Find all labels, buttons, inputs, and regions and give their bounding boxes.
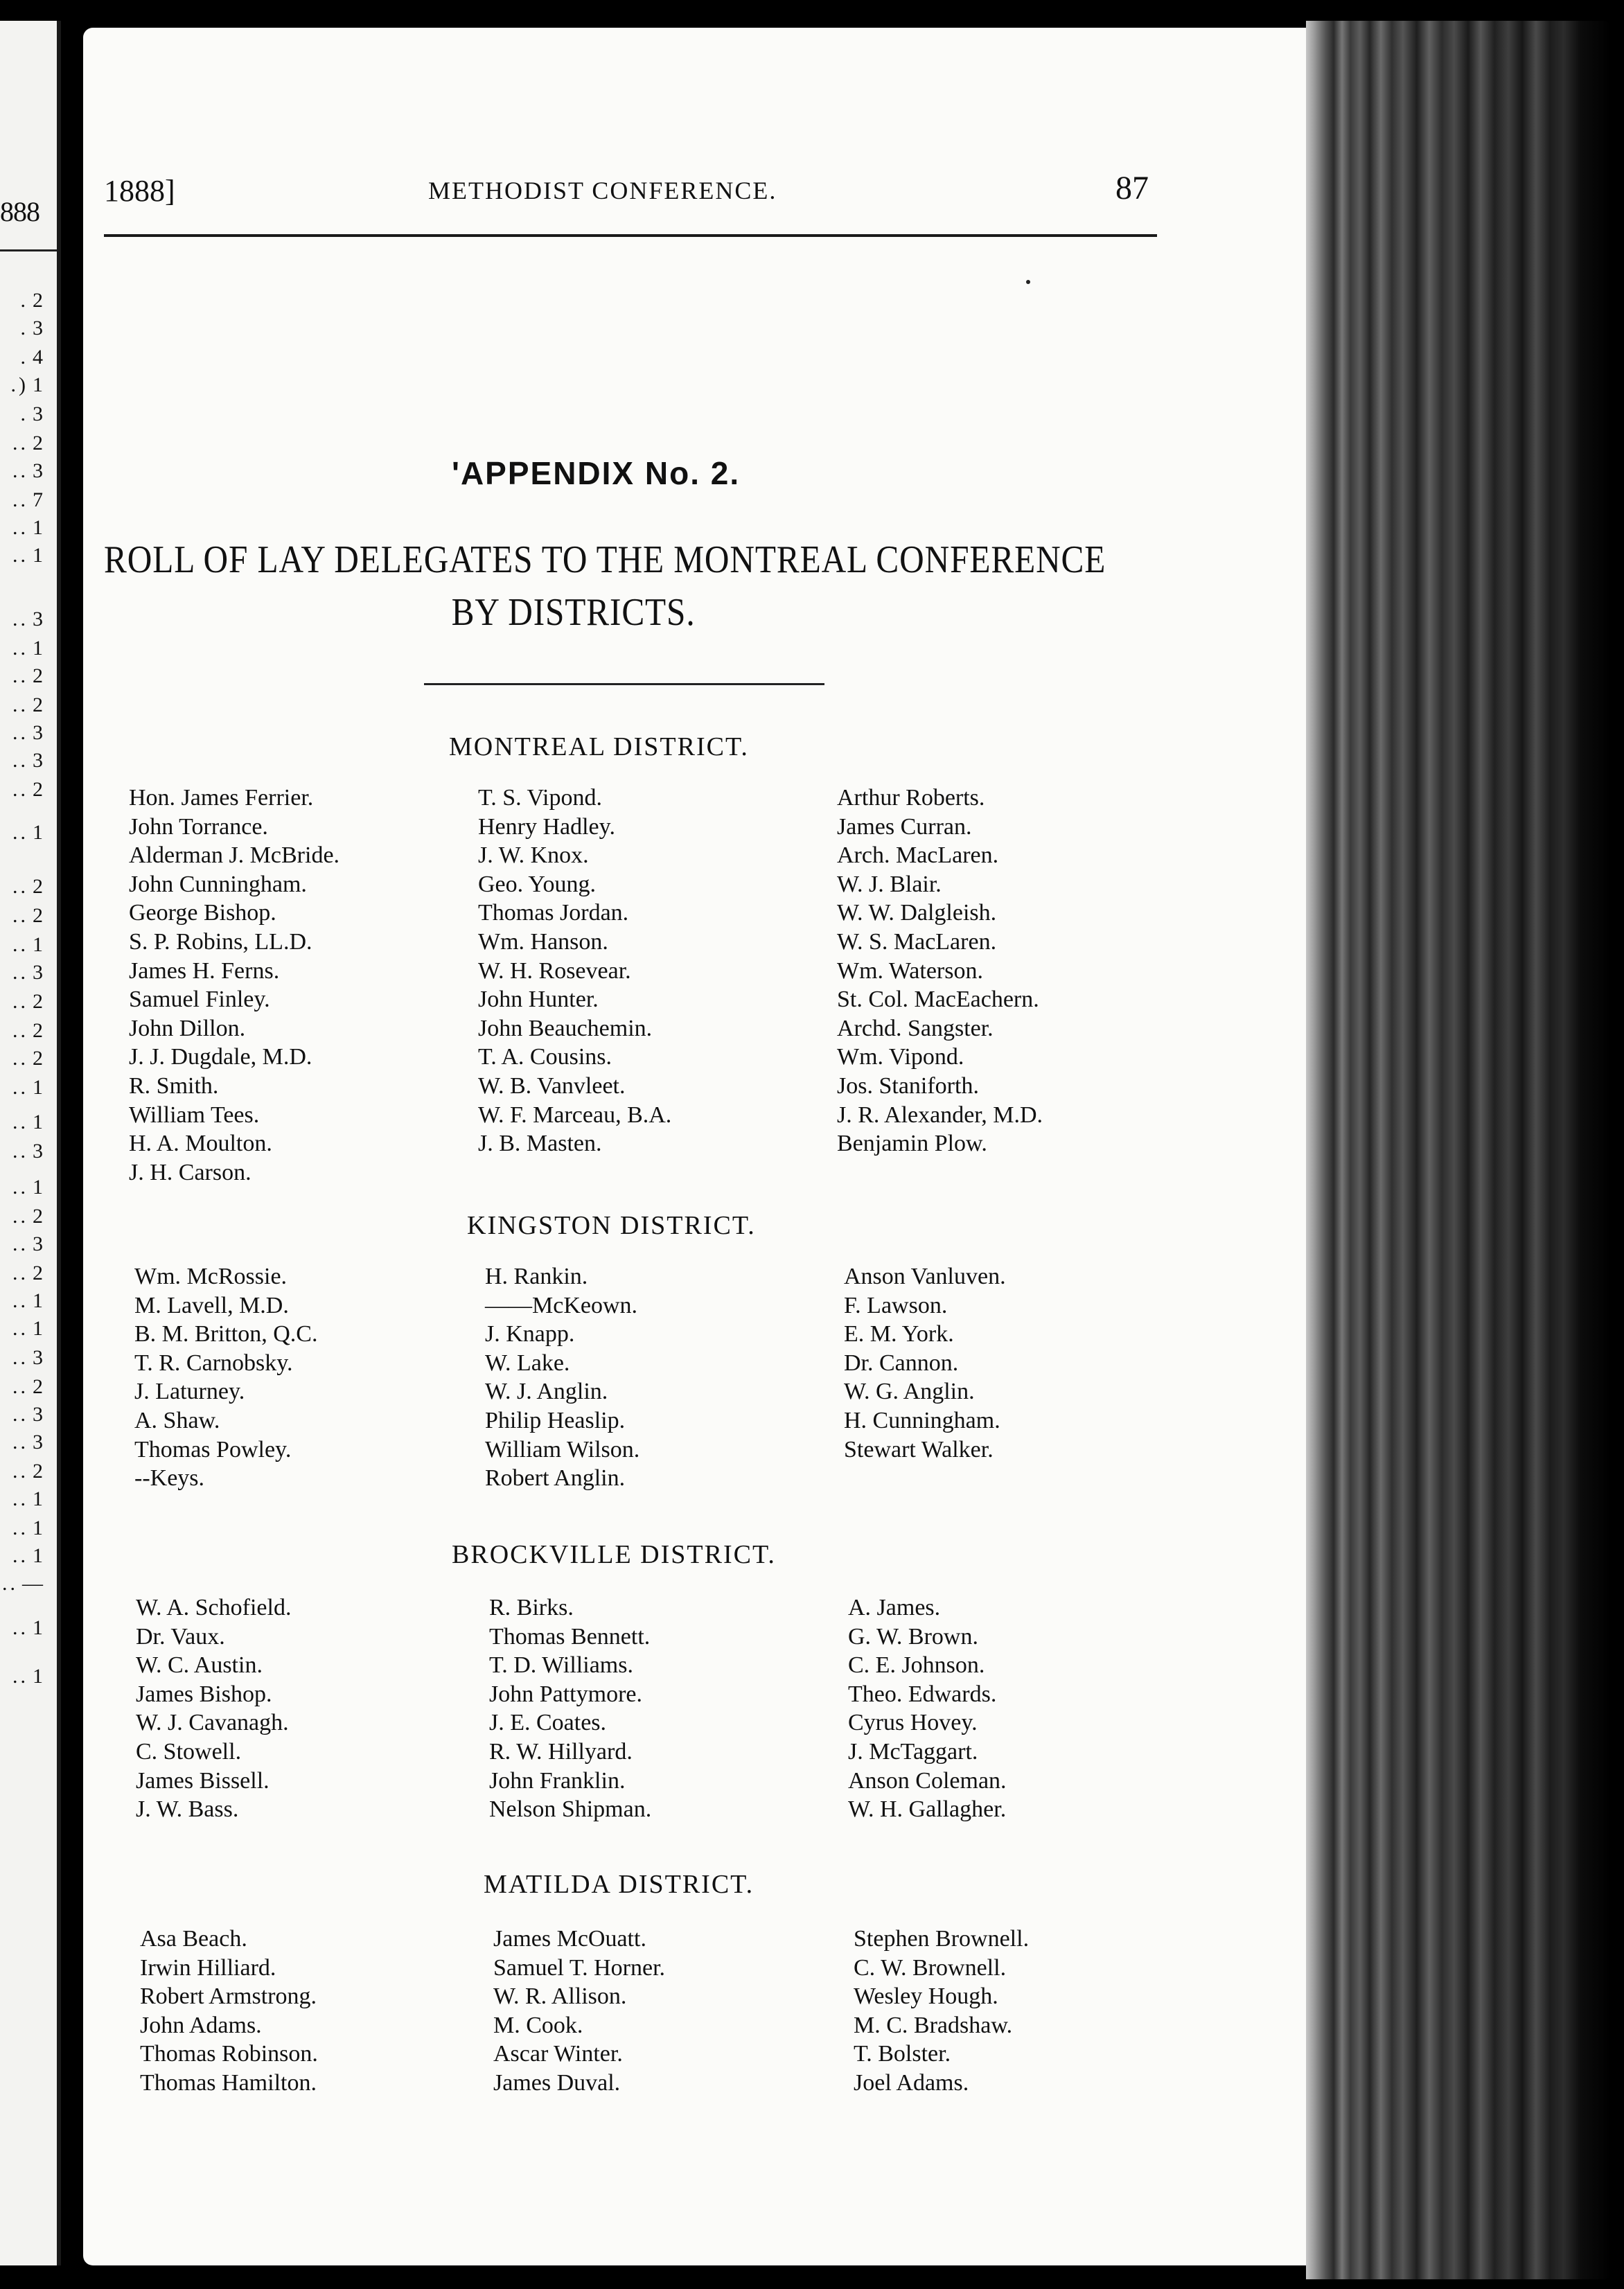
running-head-title: METHODIST CONFERENCE. xyxy=(428,177,777,204)
delegate-name: Wm. McRossie. xyxy=(134,1264,288,1289)
previous-page-number xyxy=(0,876,43,898)
leader-dots: .. xyxy=(12,1487,28,1510)
delegate-name: John Franklin. xyxy=(489,1767,626,1794)
delegate-name: G. W. Brown. xyxy=(848,1623,978,1650)
previous-page-number-value: 2 xyxy=(33,1262,43,1284)
previous-page-rule xyxy=(0,249,57,251)
delegate-name: James Bissell. xyxy=(136,1767,270,1794)
district-title: KINGSTON DISTRICT. xyxy=(467,1211,756,1240)
previous-page-number-value: 3 xyxy=(33,1232,43,1255)
delegate-name: H. Rankin. xyxy=(485,1264,588,1289)
delegate-name: Samuel Finley. xyxy=(129,987,270,1013)
delegate-name: Robert Anglin. xyxy=(485,1465,626,1492)
delegate-name: F. Lawson. xyxy=(844,1292,948,1318)
previous-page-number-value: 1 xyxy=(33,637,43,660)
previous-page-number-value: 1 xyxy=(33,373,43,396)
delegate-name: Samuel T. Horner. xyxy=(493,1954,666,1981)
main-heading xyxy=(104,533,1106,639)
delegate-name: T. R. Carnobsky. xyxy=(134,1350,293,1376)
previous-page-number xyxy=(0,1111,43,1133)
previous-page-number xyxy=(0,1318,43,1340)
leader-dots: . xyxy=(20,346,28,369)
delegate-name: Benjamin Plow. xyxy=(837,1131,987,1157)
district-title: BROCKVILLE DISTRICT. xyxy=(452,1540,776,1569)
delegate-name: J. J. Dugdale, M.D. xyxy=(129,1044,312,1070)
previous-page-number xyxy=(0,1376,43,1398)
leader-dots: .. xyxy=(12,1205,28,1228)
previous-page-number xyxy=(0,665,43,687)
delegate-name: George Bishop. xyxy=(129,900,276,926)
delegate-name: Hon. James Ferrier. xyxy=(129,785,314,811)
leader-dots: .. xyxy=(12,1403,28,1426)
leader-dots: .. xyxy=(12,1176,28,1199)
leader-dots: .. xyxy=(12,749,28,772)
previous-page-number-value: 3 xyxy=(33,317,43,339)
delegate-name: W. F. Marceau, B.A. xyxy=(478,1102,672,1128)
leader-dots: .. xyxy=(12,875,28,898)
previous-page-number xyxy=(0,1020,43,1042)
delegate-name: James Duval. xyxy=(493,2069,621,2096)
delegate-name: T. S. Vipond. xyxy=(478,785,602,811)
delegate-name: B. M. Britton, Q.C. xyxy=(134,1321,318,1347)
previous-page-number-value: 3 xyxy=(33,1403,43,1426)
previous-page-number xyxy=(0,1262,43,1284)
leader-dots: .. xyxy=(12,821,28,844)
previous-page-number-value: 2 xyxy=(33,1375,43,1398)
previous-page-number-value: 2 xyxy=(33,693,43,716)
previous-page-number-value: — xyxy=(22,1572,43,1595)
previous-page-number xyxy=(0,1488,43,1510)
delegate-name: C. W. Brownell. xyxy=(854,1954,1007,1981)
delegate-name: A. James. xyxy=(848,1595,941,1620)
delegate-name: W. J. Anglin. xyxy=(485,1379,608,1405)
delegate-name: T. Bolster. xyxy=(854,2041,951,2067)
previous-page-number xyxy=(0,1205,43,1228)
delegate-name: Wesley Hough. xyxy=(854,1983,998,2010)
delegate-name: Dr. Cannon. xyxy=(844,1350,959,1376)
previous-page-number-value: 1 xyxy=(33,1517,43,1539)
delegate-name: Joel Adams. xyxy=(854,2069,969,2096)
delegate-name: M. Lavell, M.D. xyxy=(134,1292,289,1318)
delegate-name: Dr. Vaux. xyxy=(136,1623,225,1650)
delegate-column xyxy=(844,1262,1006,1464)
previous-page-number xyxy=(0,1048,43,1070)
delegate-name: Asa Beach. xyxy=(140,1926,247,1952)
leader-dots: .. xyxy=(12,1289,28,1312)
previous-page-number xyxy=(0,962,43,984)
delegate-name: Thomas Hamilton. xyxy=(140,2069,317,2096)
previous-page-year: 888 xyxy=(0,196,39,227)
delegate-name: Henry Hadley. xyxy=(478,813,615,840)
previous-page-number-value: 2 xyxy=(33,432,43,454)
previous-page-number xyxy=(0,346,43,369)
previous-page-number-value: 2 xyxy=(33,904,43,927)
previous-page-number xyxy=(0,545,43,567)
previous-page-number xyxy=(0,608,43,630)
leader-dots: .. xyxy=(12,1431,28,1453)
ink-speck xyxy=(1026,280,1030,284)
leader-dots: .. xyxy=(12,1232,28,1255)
delegate-name: J. W. Bass. xyxy=(136,1796,239,1823)
previous-page-number xyxy=(0,489,43,511)
delegate-name: Arthur Roberts. xyxy=(837,785,985,811)
delegate-name: Irwin Hilliard. xyxy=(140,1954,276,1981)
delegate-name: J. W. Knox. xyxy=(478,842,589,869)
previous-page-number-value: 1 xyxy=(33,933,43,956)
delegate-column xyxy=(837,784,1043,1158)
delegate-name: Philip Heaslip. xyxy=(485,1407,626,1433)
leader-dots: .. xyxy=(12,1262,28,1284)
leader-dots: .. xyxy=(12,664,28,687)
previous-page-number xyxy=(0,1176,43,1199)
delegate-name: Ascar Winter. xyxy=(493,2041,623,2067)
delegate-name: Thomas Robinson. xyxy=(140,2041,318,2067)
delegate-name: Jos. Staniforth. xyxy=(837,1072,979,1099)
delegate-name: Anson Vanluven. xyxy=(844,1264,1006,1289)
previous-page-number-value: 2 xyxy=(33,1019,43,1042)
previous-page-number-value: 2 xyxy=(33,990,43,1013)
leader-dots: .. xyxy=(12,1317,28,1340)
delegate-name: John Cunningham. xyxy=(129,871,307,897)
delegate-name: Nelson Shipman. xyxy=(489,1796,652,1823)
delegate-column xyxy=(493,1925,665,2098)
previous-page-number xyxy=(0,750,43,772)
leader-dots: .. xyxy=(12,1076,28,1099)
delegate-name: H. A. Moulton. xyxy=(129,1131,272,1157)
previous-page-number xyxy=(0,991,43,1013)
previous-page-number-value: 3 xyxy=(33,403,43,425)
delegate-name: M. Cook. xyxy=(493,2012,583,2038)
previous-page-number xyxy=(0,694,43,716)
previous-page-number xyxy=(0,1290,43,1312)
leader-dots: .. xyxy=(12,637,28,660)
delegate-name: H. Cunningham. xyxy=(844,1407,1000,1433)
previous-page-number-value: 3 xyxy=(33,1140,43,1163)
delegate-name: W. J. Blair. xyxy=(837,871,942,897)
previous-page-number-value: 1 xyxy=(33,1289,43,1312)
leader-dots: .. xyxy=(12,778,28,801)
previous-page-number xyxy=(0,722,43,744)
delegate-name: W. W. Dalgleish. xyxy=(837,900,997,926)
previous-page-number xyxy=(0,1404,43,1426)
previous-page-number-value: 1 xyxy=(33,516,43,539)
leader-dots: .. xyxy=(12,933,28,956)
previous-page-number-value: 3 xyxy=(33,459,43,482)
previous-page-number xyxy=(0,1545,43,1567)
delegate-name: John Hunter. xyxy=(478,987,599,1013)
district-title: MATILDA DISTRICT. xyxy=(484,1870,754,1899)
page-number: 87 xyxy=(1115,170,1149,206)
previous-page-number xyxy=(0,1573,43,1595)
leader-dots: .. xyxy=(12,1517,28,1539)
delegate-name: R. Smith. xyxy=(129,1072,219,1099)
previous-page-number xyxy=(0,934,43,956)
previous-page-number xyxy=(0,905,43,927)
leader-dots: . xyxy=(20,403,28,425)
delegate-column xyxy=(136,1593,291,1824)
delegate-name: Archd. Sangster. xyxy=(837,1015,994,1041)
previous-page-number xyxy=(0,403,43,425)
delegate-name: ——McKeown. xyxy=(485,1292,638,1318)
delegate-name: R. W. Hillyard. xyxy=(489,1738,633,1765)
delegate-name: St. Col. MacEachern. xyxy=(837,987,1039,1013)
leader-dots: .. xyxy=(12,1140,28,1163)
delegate-name: J. E. Coates. xyxy=(489,1710,607,1736)
previous-page-number xyxy=(0,1077,43,1099)
leader-dots: .) xyxy=(10,373,28,396)
delegate-name: James Curran. xyxy=(837,813,972,840)
delegate-name: Robert Armstrong. xyxy=(140,1983,317,2010)
leader-dots: .. xyxy=(2,1572,18,1595)
running-head-year: 1888] xyxy=(104,174,175,208)
previous-page-number-value: 1 xyxy=(33,1317,43,1340)
previous-page-number-value: 3 xyxy=(33,749,43,772)
delegate-name: W. R. Allison. xyxy=(493,1983,627,2010)
leader-dots: .. xyxy=(12,961,28,984)
previous-page-number xyxy=(0,1665,43,1688)
delegate-name: John Dillon. xyxy=(129,1015,246,1041)
previous-page-number xyxy=(0,1617,43,1639)
delegate-name: T. A. Cousins. xyxy=(478,1044,612,1070)
delegate-name: James McOuatt. xyxy=(493,1926,646,1952)
delegate-name: J. H. Carson. xyxy=(129,1159,251,1185)
leader-dots: .. xyxy=(12,1019,28,1042)
previous-page-number-value: 2 xyxy=(33,1460,43,1483)
previous-page-number xyxy=(0,432,43,454)
previous-page-number xyxy=(0,290,43,312)
leader-dots: .. xyxy=(12,1375,28,1398)
delegate-name: T. D. Williams. xyxy=(489,1652,633,1679)
delegate-name: --Keys. xyxy=(134,1465,205,1492)
leader-dots: .. xyxy=(12,608,28,630)
delegate-name: Cyrus Hovey. xyxy=(848,1710,978,1736)
leader-dots: .. xyxy=(12,1460,28,1483)
delegate-name: W. J. Cavanagh. xyxy=(136,1710,289,1736)
previous-page-number-value: 2 xyxy=(33,664,43,687)
previous-page-number xyxy=(0,1431,43,1453)
previous-page-number xyxy=(0,460,43,482)
heading-rule xyxy=(424,683,824,685)
leader-dots: . xyxy=(20,317,28,339)
previous-page-number xyxy=(0,1140,43,1163)
previous-page-number-value: 1 xyxy=(33,1544,43,1567)
previous-page-number-value: 1 xyxy=(33,544,43,567)
delegate-name: Thomas Powley. xyxy=(134,1436,292,1462)
delegate-column xyxy=(489,1593,651,1824)
leader-dots: .. xyxy=(12,1346,28,1369)
delegate-column xyxy=(140,1925,318,2098)
delegate-column xyxy=(134,1262,317,1493)
leader-dots: .. xyxy=(12,459,28,482)
delegate-column xyxy=(485,1262,639,1493)
previous-page-number-value: 1 xyxy=(33,1487,43,1510)
previous-page-number xyxy=(0,779,43,801)
previous-page-number xyxy=(0,517,43,539)
delegate-name: A. Shaw. xyxy=(134,1407,220,1433)
previous-page-number-value: 3 xyxy=(33,721,43,744)
previous-page-number-value: 4 xyxy=(33,346,43,369)
delegate-name: Stewart Walker. xyxy=(844,1436,994,1462)
delegate-name: James H. Ferns. xyxy=(129,957,280,984)
previous-page-number xyxy=(0,1347,43,1369)
delegate-column xyxy=(478,784,671,1158)
delegate-column xyxy=(854,1925,1029,2098)
delegate-name: W. B. Vanvleet. xyxy=(478,1072,626,1099)
delegate-name: W. Lake. xyxy=(485,1350,570,1376)
previous-page-number-value: 2 xyxy=(33,1047,43,1070)
delegate-name: John Adams. xyxy=(140,2012,262,2038)
delegate-name: J. Laturney. xyxy=(134,1379,245,1405)
delegate-name: M. C. Bradshaw. xyxy=(854,2012,1013,2038)
previous-page-number-value: 7 xyxy=(33,488,43,511)
leader-dots: .. xyxy=(12,488,28,511)
leader-dots: .. xyxy=(12,516,28,539)
leader-dots: .. xyxy=(12,544,28,567)
previous-page-number xyxy=(0,1517,43,1539)
book-page-stack xyxy=(1306,21,1611,2279)
delegate-name: J. McTaggart. xyxy=(848,1738,978,1765)
delegate-name: Anson Coleman. xyxy=(848,1767,1007,1794)
running-head xyxy=(104,170,1157,222)
previous-page-number xyxy=(0,637,43,660)
previous-page-number-value: 3 xyxy=(33,608,43,630)
delegate-name: William Tees. xyxy=(129,1102,260,1128)
previous-page-number-value: 2 xyxy=(33,778,43,801)
delegate-name: Arch. MacLaren. xyxy=(837,842,999,869)
delegate-name: John Torrance. xyxy=(129,813,268,840)
main-heading-line-1: ROLL OF LAY DELEGATES TO THE MONTREAL CONFERENCE xyxy=(104,538,1106,581)
previous-page-number xyxy=(0,822,43,844)
appendix-title: 'APPENDIX No. 2. xyxy=(452,455,741,491)
delegate-name: James Bishop. xyxy=(136,1681,272,1707)
delegate-name: W. S. MacLaren. xyxy=(837,928,997,955)
previous-page-number-value: 1 xyxy=(33,1665,43,1688)
delegate-name: S. P. Robins, LL.D. xyxy=(129,928,312,955)
previous-page-number-value: 1 xyxy=(33,1111,43,1133)
delegate-name: W. H. Gallagher. xyxy=(848,1796,1007,1823)
previous-page-number-value: 2 xyxy=(33,875,43,898)
delegate-name: J. R. Alexander, M.D. xyxy=(837,1102,1043,1128)
leader-dots: .. xyxy=(12,1111,28,1133)
leader-dots: .. xyxy=(12,904,28,927)
delegate-name: C. E. Johnson. xyxy=(848,1652,985,1679)
delegate-name: W. A. Schofield. xyxy=(136,1595,292,1620)
leader-dots: .. xyxy=(12,990,28,1013)
leader-dots: .. xyxy=(12,1544,28,1567)
previous-page-number xyxy=(0,317,43,339)
delegate-name: Wm. Hanson. xyxy=(478,928,608,955)
previous-page-number-value: 1 xyxy=(33,1176,43,1199)
delegate-column xyxy=(129,784,339,1187)
delegate-name: Stephen Brownell. xyxy=(854,1926,1030,1952)
previous-page-number xyxy=(0,374,43,396)
delegate-name: R. Birks. xyxy=(489,1595,574,1620)
previous-page-number-value: 1 xyxy=(33,1616,43,1639)
leader-dots: .. xyxy=(12,721,28,744)
leader-dots: .. xyxy=(12,1665,28,1688)
previous-page-number-value: 2 xyxy=(33,289,43,312)
leader-dots: .. xyxy=(12,1047,28,1070)
previous-page-edge xyxy=(0,21,61,2265)
delegate-name: Thomas Bennett. xyxy=(489,1623,651,1650)
delegate-name: Wm. Vipond. xyxy=(837,1044,964,1070)
main-heading-line-2: BY DISTRICTS. xyxy=(451,591,696,634)
previous-page-number xyxy=(0,1460,43,1483)
leader-dots: .. xyxy=(12,693,28,716)
delegate-name: John Pattymore. xyxy=(489,1681,642,1707)
district-title: MONTREAL DISTRICT. xyxy=(449,732,749,761)
delegate-name: C. Stowell. xyxy=(136,1738,242,1765)
delegate-name: Theo. Edwards. xyxy=(848,1681,997,1707)
delegate-name: J. B. Masten. xyxy=(478,1131,602,1157)
previous-page-number-value: 1 xyxy=(33,821,43,844)
leader-dots: . xyxy=(20,289,28,312)
previous-page-number-value: 3 xyxy=(33,961,43,984)
delegate-column xyxy=(848,1593,1007,1824)
previous-page-number-value: 1 xyxy=(33,1076,43,1099)
delegate-name: Wm. Waterson. xyxy=(837,957,983,984)
previous-page-number-value: 2 xyxy=(33,1205,43,1228)
delegate-name: W. H. Rosevear. xyxy=(478,957,631,984)
previous-page-number xyxy=(0,1233,43,1255)
delegate-name: W. C. Austin. xyxy=(136,1652,263,1679)
previous-page-number-value: 3 xyxy=(33,1346,43,1369)
delegate-name: J. Knapp. xyxy=(485,1321,575,1347)
leader-dots: .. xyxy=(12,432,28,454)
delegate-name: E. M. York. xyxy=(844,1321,954,1347)
header-rule xyxy=(104,234,1157,237)
previous-page-number-value: 3 xyxy=(33,1431,43,1453)
delegate-name: William Wilson. xyxy=(485,1436,640,1462)
delegate-name: John Beauchemin. xyxy=(478,1015,653,1041)
delegate-name: Thomas Jordan. xyxy=(478,900,629,926)
delegate-name: W. G. Anglin. xyxy=(844,1379,975,1405)
leader-dots: .. xyxy=(12,1616,28,1639)
delegate-name: Alderman J. McBride. xyxy=(129,842,340,869)
delegate-name: Geo. Young. xyxy=(478,871,597,897)
